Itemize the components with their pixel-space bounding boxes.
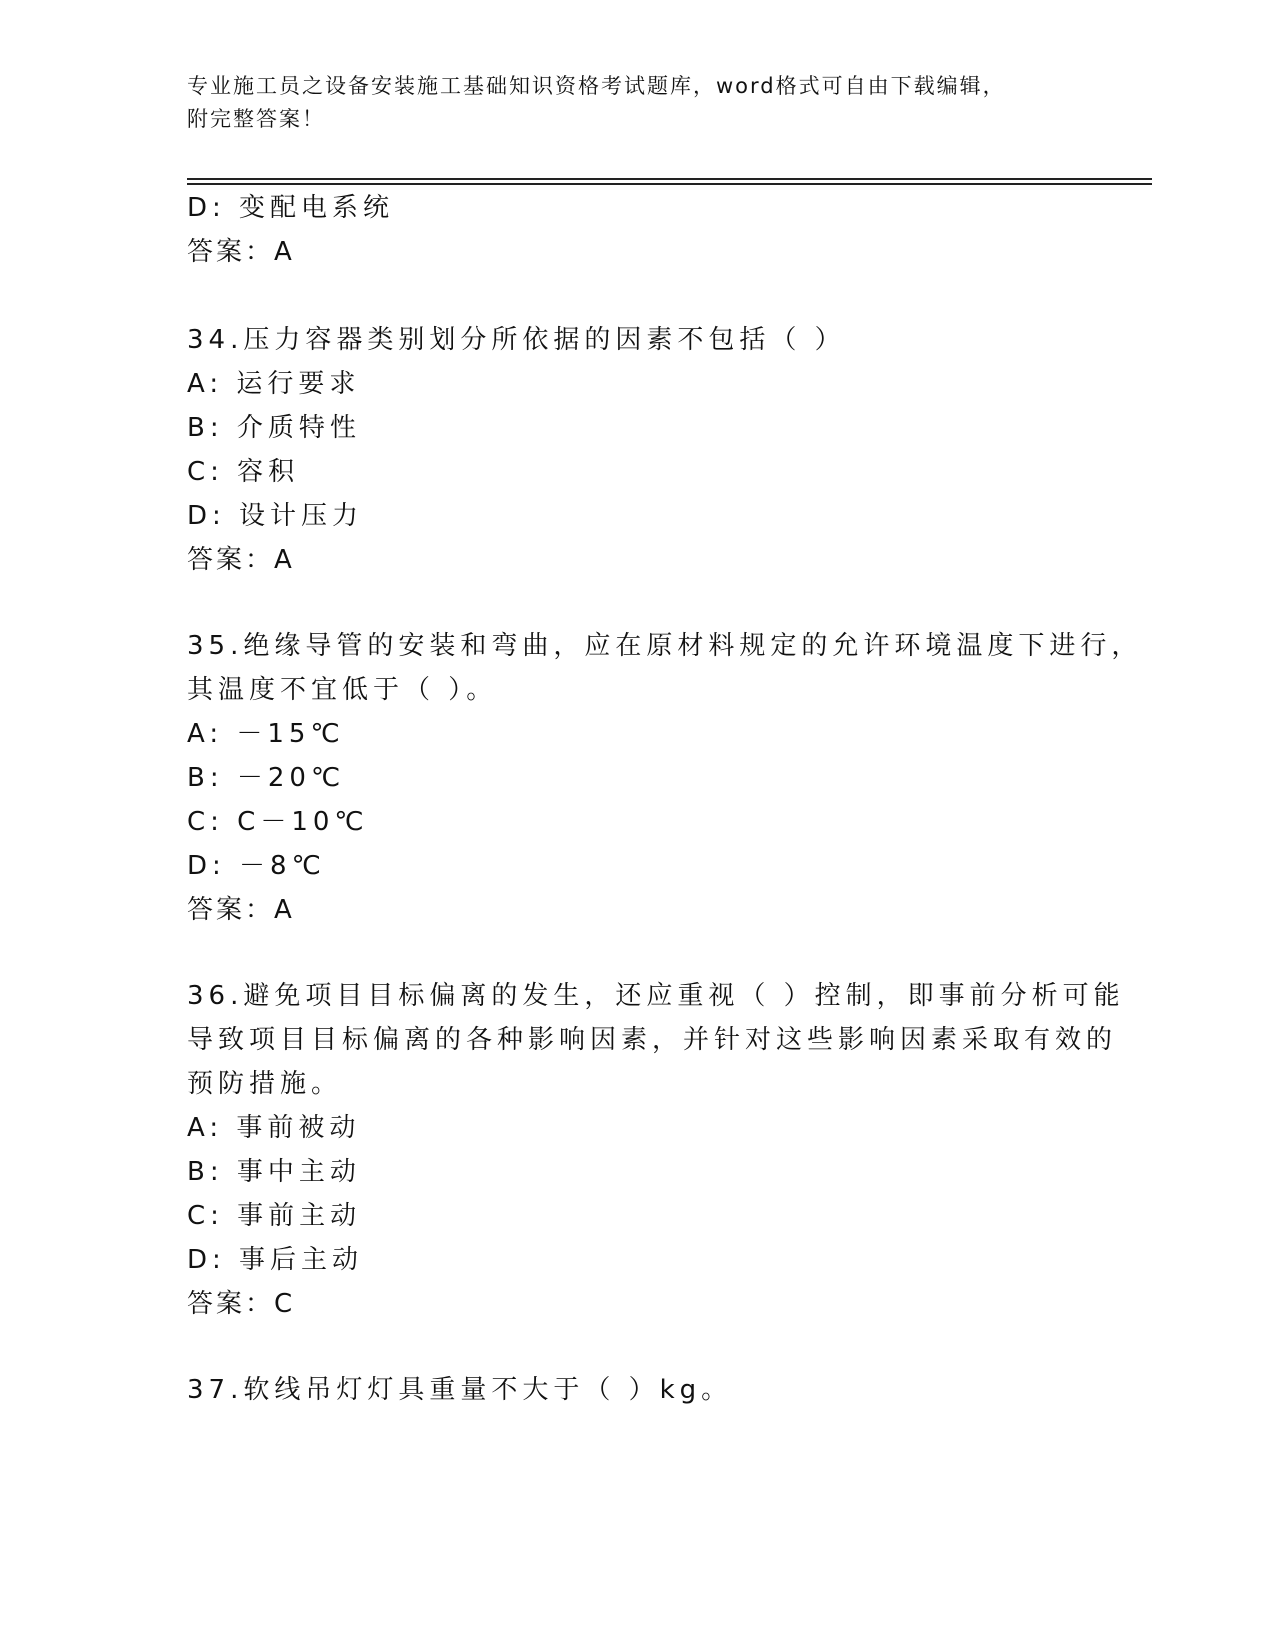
question-line: 预防措施。 [187, 1069, 343, 1099]
question-line: 36.避免项目目标偏离的发生，还应重视（ ）控制，即事前分析可能 [187, 981, 1125, 1011]
header-line-1: 专业施工员之设备安装施工基础知识资格考试题库，word格式可自由下载编辑， [187, 74, 1006, 98]
document-header [187, 70, 1067, 136]
header-divider-top [187, 178, 1152, 180]
header-divider-bottom [187, 183, 1152, 185]
question-line: 37.软线吊灯灯具重量不大于（ ）kg。 [187, 1375, 733, 1405]
question-line: 35.绝缘导管的安装和弯曲，应在原材料规定的允许环境温度下进行， [187, 631, 1143, 661]
option-line: B: 介质特性 [187, 413, 361, 443]
option-line: A: 运行要求 [187, 369, 361, 399]
option-line: C: C－10℃ [187, 807, 369, 837]
question-line: 34.压力容器类别划分所依据的因素不包括（ ） [187, 325, 846, 355]
answer-line: 答案：A [187, 237, 295, 267]
answer-line: 答案：A [187, 895, 295, 925]
header-line-2: 附完整答案！ [187, 107, 325, 131]
option-line: C: 容积 [187, 457, 300, 487]
option-line: D: －8℃ [187, 851, 326, 881]
option-line: C: 事前主动 [187, 1201, 362, 1231]
answer-line: 答案：A [187, 545, 295, 575]
answer-line: 答案：C [187, 1289, 296, 1319]
option-line: D: 设计压力 [187, 501, 364, 531]
question-line: 导致项目目标偏离的各种影响因素，并针对这些影响因素采取有效的 [187, 1025, 1118, 1055]
option-line: B: －20℃ [187, 763, 346, 793]
option-line: A: 事前被动 [187, 1113, 361, 1143]
option-line: A: －15℃ [187, 719, 345, 749]
option-line: B: 事中主动 [187, 1157, 361, 1187]
option-line: D: 事后主动 [187, 1245, 364, 1275]
question-line: 其温度不宜低于（ ）。 [187, 675, 498, 705]
option-line: D: 变配电系统 [187, 193, 395, 223]
